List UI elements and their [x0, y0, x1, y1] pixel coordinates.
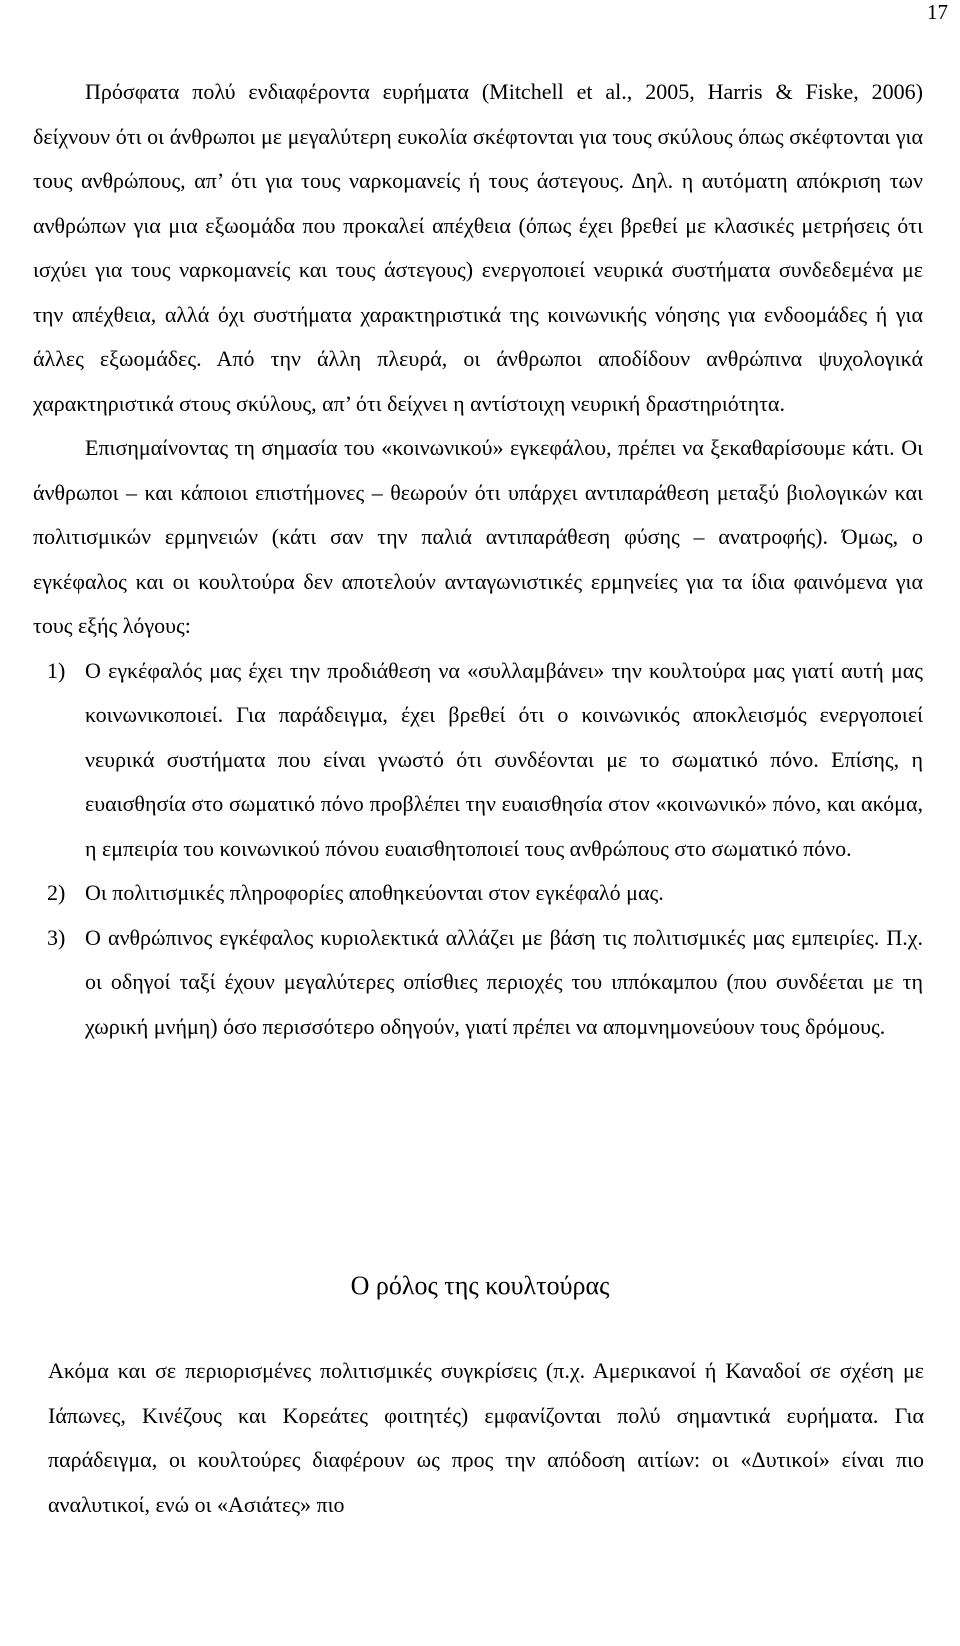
list-item	[33, 649, 923, 872]
paragraph-1: Πρόσφατα πολύ ενδιαφέροντα ευρήματα (Mitchell et al., 2005, Harris & Fiske, 2006) δείχνουν ότι οι άνθρωποι με μεγαλύτερη ευκολία σκέφτονται για τους σκύλους όπως σκέφτονται για τους ανθρώπους, απ’ ότι για τους ναρκομανείς ή τους άστεγους. Δηλ. η αυτόματη απόκριση των ανθρώπων για μια εξωομάδα που προκαλεί απέχθεια (όπως έχει βρεθεί με κλασικές μετρήσεις ότι ισχύει για τους ναρκομανείς και τους άστεγους) ενεργοποιεί νευρικά συστήματα συνδεδεμένα με την απέχθεια, αλλά όχι συστήματα χαρακτηριστικά της κοινωνικής νόησης για ενδοομάδες ή για άλλες εξωομάδες. Από την άλλη πλευρά, οι άνθρωποι αποδίδουν ανθρώπινα ψυχολογικά χαρακτηριστικά στους σκύλους, απ’ ότι δείχνει η αντίστοιχη νευρική δραστηριότητα.	[33, 79, 923, 416]
body-text	[33, 70, 923, 1049]
list-item-number: 1)	[47, 657, 66, 683]
page-number: 17	[927, 0, 948, 24]
section-body	[48, 1349, 924, 1527]
paragraph-2: Επισημαίνοντας τη σημασία του «κοινωνικού» εγκεφάλου, πρέπει να ξεκαθαρίσουμε κάτι. Οι άνθρωποι – και κάποιοι επιστήμονες – θεωρούν ότι υπάρχει αντιπαράθεση μεταξύ βιολογικών και πολιτισμικών ερμηνειών (κάτι σαν την παλιά αντιπαράθεση φύσης – ανατροφής). Όμως, ο εγκέφαλος και οι κουλτούρα δεν αποτελούν ανταγωνιστικές ερμηνείες για τα ίδια φαινόμενα για τους εξής λόγους:	[33, 435, 923, 638]
section-paragraph: Ακόμα και σε περιορισμένες πολιτισμικές συγκρίσεις (π.χ. Αμερικανοί ή Καναδοί σε σχέση με Ιάπωνες, Κινέζους και Κορεάτες φοιτητές) εμφανίζονται πολύ σημαντικά ευρήματα. Για παράδειγμα, οι κουλτούρες διαφέρουν ως προς την απόδοση αιτίων: οι «Δυτικοί» είναι πιο αναλυτικοί, ενώ οι «Ασιάτες» πιο	[48, 1358, 924, 1517]
list-item-number: 3)	[47, 924, 66, 950]
list-item-number: 2)	[47, 880, 66, 905]
list-item-text: Ο εγκέφαλός μας έχει την προδιάθεση να «συλλαμβάνει» την κουλτούρα μας γιατί αυτή μας κοινωνικοποιεί. Για παράδειγμα, έχει βρεθεί ότι ο κοινωνικός αποκλεισμός ενεργοποιεί νευρικά συστήματα που είναι γνωστό ότι συνδέονται με το σωματικό πόνο. Επίσης, η ευαισθησία στο σωματικό πόνο προβλέπει την ευαισθησία στον «κοινωνικό» πόνο, και ακόμα, η εμπειρία του κοινωνικού πόνου ευαισθητοποιεί τους ανθρώπους στο σωματικό πόνο.	[85, 657, 923, 861]
list-item-text: Οι πολιτισμικές πληροφορίες αποθηκεύονται στον εγκέφαλό μας.	[85, 880, 664, 905]
list-item	[33, 871, 923, 916]
list-item-text: Ο ανθρώπινος εγκέφαλος κυριολεκτικά αλλάζει με βάση τις πολιτισμικές μας εμπειρίες. Π.χ. οι οδηγοί ταξί έχουν μεγαλύτερες οπίσθιες περιοχές του ιππόκαμπου (που συνδέεται με τη χωρική μνήμη) όσο περισσότερο οδηγούν, γιατί πρέπει να απομνημονεύουν τους δρόμους.	[85, 924, 923, 1039]
reasons-list	[33, 649, 923, 1050]
list-item	[33, 916, 923, 1050]
section-heading: Ο ρόλος της κουλτούρας	[350, 1271, 610, 1300]
